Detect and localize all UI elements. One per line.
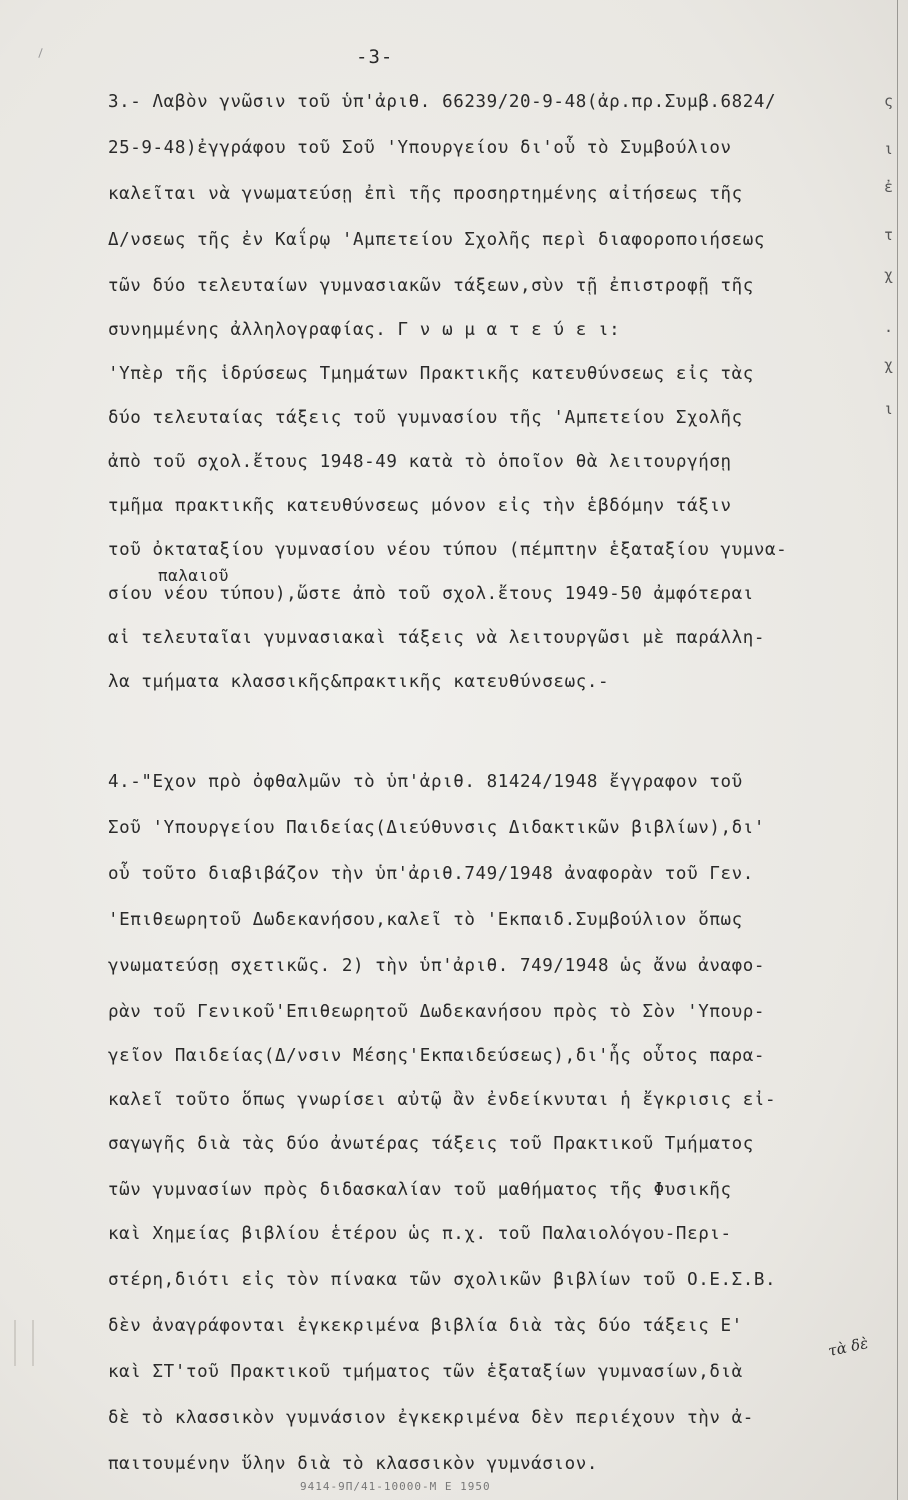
margin-glyph: ι (884, 400, 894, 418)
margin-glyph: χ (884, 356, 894, 374)
text-line: καλεῖται νὰ γνωματεύσῃ ἐπὶ τῆς προσηρτημένης αἰτήσεως τῆς (108, 184, 743, 204)
handwritten-note: τὰ δὲ (826, 1334, 870, 1360)
text-line: παιτουμένην ὕλην διὰ τὸ κλασσικὸν γυμνάσιον. (108, 1454, 598, 1474)
interlinear-correction: παλαιοῦ (158, 566, 229, 585)
text-line: Δ/νσεως τῆς ἐν Καΐρῳ 'Αμπετείου Σχολῆς περὶ διαφοροποιήσεως (108, 230, 766, 250)
margin-glyph: . (884, 318, 894, 336)
text-line: 'Υπὲρ τῆς ἱδρύσεως Τμημάτων Πρακτικῆς κατευθύνσεως εἰς τὰς (108, 364, 754, 384)
margin-glyph: τ (884, 226, 894, 244)
text-line: τῶν δύο τελευταίων γυμνασιακῶν τάξεων,σὺν τῇ ἐπιστροφῇ τῆς (108, 276, 754, 296)
page-mark (38, 48, 42, 58)
text-line: καὶ ΣΤ'τοῦ Πρακτικοῦ τμήματος τῶν ἑξαταξίων γυμνασίων,διὰ (108, 1362, 743, 1382)
text-line: τῶν γυμνασίων πρὸς διδασκαλίαν τοῦ μαθήματος τῆς Φυσικῆς (108, 1180, 732, 1200)
text-line: στέρη,διότι εἰς τὸν πίνακα τῶν σχολικῶν βιβλίων τοῦ Ο.Ε.Σ.Β. (108, 1270, 777, 1290)
text-line: σίου νέου τύπου),ὥστε ἀπὸ τοῦ σχολ.ἔτους 1949-50 ἀμφότεραι (108, 584, 754, 604)
text-line: συνημμένης ἀλληλογραφίας. Γ ν ω μ α τ ε ύ ε ι: (108, 320, 621, 340)
text-line: λα τμήματα κλασσικῆς&πρακτικῆς κατευθύνσεως.- (108, 672, 610, 692)
text-line: δὲ τὸ κλασσικὸν γυμνάσιον ἐγκεκριμένα δὲν περιέχουν τὴν ἀ- (108, 1408, 754, 1428)
text-line: Σοῦ 'Υπουργείου Παιδείας(Διεύθυνσις Διδακτικῶν βιβλίων),δι' (108, 818, 766, 838)
text-line: τμῆμα πρακτικῆς κατευθύνσεως μόνον εἰς τὴν ἑβδόμην τάξιν (108, 496, 732, 516)
text-line: σαγωγῆς διὰ τὰς δύο ἀνωτέρας τάξεις τοῦ Πρακτικοῦ Τμήματος (108, 1134, 754, 1154)
text-line: γεῖον Παιδείας(Δ/νσιν Μέσης'Εκπαιδεύσεως),δι'ἧς οὗτος παρα- (108, 1046, 766, 1066)
text-line: δὲν ἀναγράφονται ἐγκεκριμένα βιβλία διὰ τὰς δύο τάξεις Ε' (108, 1316, 743, 1336)
page-edge-rule (897, 0, 898, 1500)
text-line: 'Επιθεωρητοῦ Δωδεκανήσου,καλεῖ τὸ 'Εκπαιδ.Συμβούλιον ὅπως (108, 910, 743, 930)
text-line: αἱ τελευταῖαι γυμνασιακαὶ τάξεις νὰ λειτουργῶσι μὲ παράλλη- (108, 628, 766, 648)
text-line: ἀπὸ τοῦ σχολ.ἔτους 1948-49 κατὰ τὸ ὁποῖον θὰ λειτουργήσῃ (108, 452, 732, 472)
margin-glyph: ι (884, 140, 894, 158)
text-line: καὶ Χημείας βιβλίου ἑτέρου ὡς π.χ. τοῦ Παλαιολόγου-Περι- (108, 1224, 732, 1244)
text-line: 25-9-48)ἐγγράφου τοῦ Σοῦ 'Υπουργείου δι'οὗ τὸ Συμβούλιον (108, 138, 732, 158)
text-line: 4.-"Εχον πρὸ ὀφθαλμῶν τὸ ὑπ'ἀριθ. 81424/1948 ἔγγραφον τοῦ (108, 772, 743, 792)
margin-glyph: χ (884, 266, 894, 284)
binding-mark (14, 1320, 34, 1366)
page-number: -3- (356, 46, 394, 68)
text-line: οὗ τοῦτο διαβιβάζον τὴν ὑπ'ἀριθ.749/1948 ἀναφορὰν τοῦ Γεν. (108, 864, 754, 884)
text-line: τοῦ ὀκταταξίου γυμνασίου νέου τύπου (πέμπτην ἑξαταξίου γυμνα- (108, 540, 788, 560)
text-line: καλεῖ τοῦτο ὅπως γνωρίσει αὐτῷ ἂν ἐνδείκνυται ἡ ἔγκρισις εἰ- (108, 1090, 777, 1110)
text-line: ρὰν τοῦ Γενικοῦ'Επιθεωρητοῦ Δωδεκανήσου πρὸς τὸ Σὸν 'Υπουρ- (108, 1002, 766, 1022)
text-line: 3.- Λαβὸν γνῶσιν τοῦ ὑπ'ἀριθ. 66239/20-9-48(ἀρ.πρ.Συμβ.6824/ (108, 92, 777, 112)
text-line: δύο τελευταίας τάξεις τοῦ γυμνασίου τῆς 'Αμπετείου Σχολῆς (108, 408, 743, 428)
footer-print-code: 9414-9Π/41-10000-Μ Ε 1950 (300, 1480, 491, 1493)
margin-glyph: ς (884, 92, 894, 110)
margin-glyph: ἐ (884, 178, 894, 196)
text-line: γνωματεύσῃ σχετικῶς. 2) τὴν ὑπ'ἀριθ. 749/1948 ὡς ἄνω ἀναφο- (108, 956, 766, 976)
